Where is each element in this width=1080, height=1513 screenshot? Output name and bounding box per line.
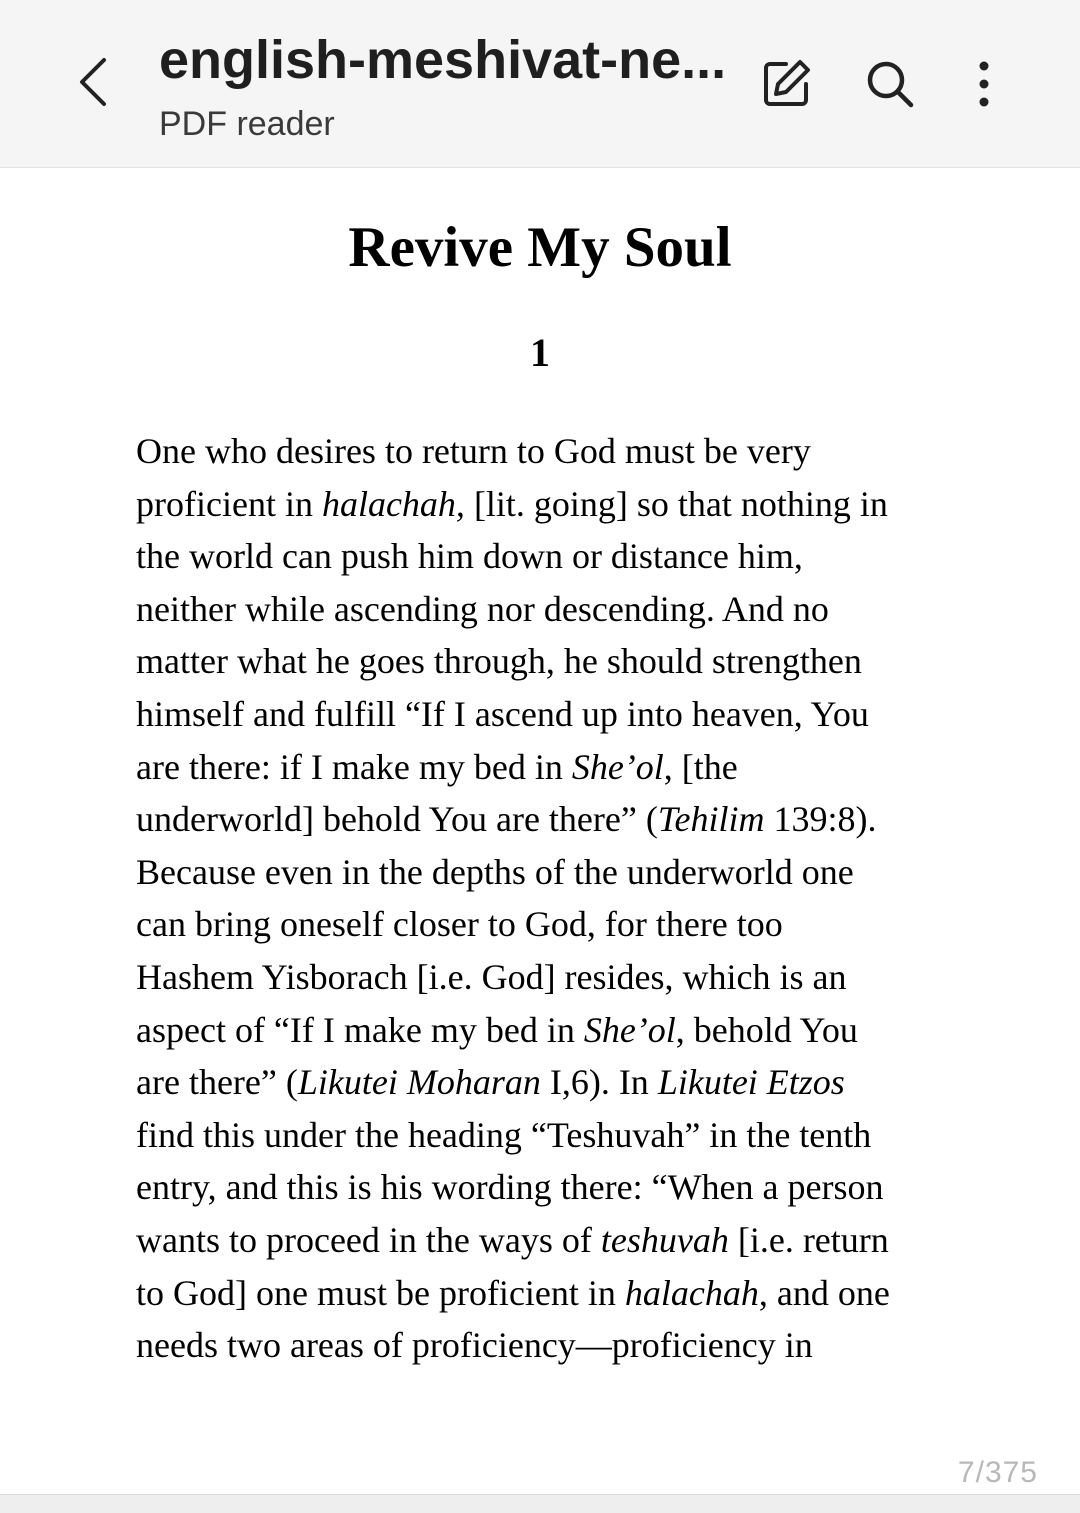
text-segment: [lit. going] so that nothing in <box>464 483 888 524</box>
text-line <box>136 425 956 478</box>
text-line <box>136 846 956 899</box>
text-segment: Hashem Yisborach [i.e. God] resides, which is an <box>136 956 847 997</box>
more-options-button[interactable] <box>952 52 1016 116</box>
text-segment: , behold You <box>675 1009 858 1050</box>
text-line <box>136 583 956 636</box>
text-segment: himself and fulfill “If I ascend up into heaven, You <box>136 693 869 734</box>
italic-text: Tehilim <box>657 799 765 840</box>
italic-text: Likutei Etzos <box>657 1062 845 1103</box>
text-segment: to God] one must be proficient in <box>136 1272 625 1313</box>
body-paragraph <box>136 425 956 1372</box>
page-heading: Revive My Soul <box>348 216 732 279</box>
text-line <box>136 741 956 794</box>
italic-text: halachah, <box>321 483 465 524</box>
pdf-page[interactable] <box>0 168 1080 1494</box>
text-segment: find this under the heading “Teshuvah” in the tenth <box>136 1114 872 1155</box>
text-line <box>136 635 956 688</box>
text-segment: are there” ( <box>136 1062 298 1103</box>
text-segment: proficient in <box>136 483 322 524</box>
italic-text: halachah <box>624 1272 759 1313</box>
italic-text: She’ol <box>583 1009 676 1050</box>
search-button[interactable] <box>858 52 922 116</box>
text-line <box>136 688 956 741</box>
section-number: 1 <box>530 330 550 375</box>
italic-text: She’ol <box>571 746 664 787</box>
italic-text: Likutei Moharan <box>297 1062 541 1103</box>
text-segment: , [the <box>663 746 738 787</box>
edit-button[interactable] <box>754 52 818 116</box>
text-segment: One who desires to return to God must be very <box>136 431 811 471</box>
text-segment: underworld] behold You are there” ( <box>136 799 658 840</box>
text-line <box>136 1214 956 1267</box>
chevron-left-icon <box>74 52 114 112</box>
text-line <box>136 793 956 846</box>
app-bar <box>0 0 1080 168</box>
text-line <box>136 1161 956 1214</box>
text-segment: matter what he goes through, he should strengthen <box>136 641 862 682</box>
text-segment: the world can push him down or distance him, <box>136 536 803 577</box>
text-line <box>136 1319 956 1372</box>
text-segment: needs two areas of proficiency—proficiency in <box>136 1325 813 1366</box>
text-line <box>136 1004 956 1057</box>
text-segment: I,6). In <box>540 1062 658 1103</box>
page-counter: 7/375 <box>957 1456 1038 1489</box>
more-vertical-icon <box>974 58 994 110</box>
text-segment: Because even in the depths of the underworld one <box>136 851 854 892</box>
text-segment: 139:8). <box>764 799 877 840</box>
app-subtitle: PDF reader <box>159 105 335 143</box>
text-segment: are there: if I make my bed in <box>136 746 572 787</box>
text-segment: can bring oneself closer to God, for there too <box>136 904 783 945</box>
text-line <box>136 1267 956 1320</box>
text-line <box>136 530 956 583</box>
text-segment: [i.e. return <box>728 1219 889 1260</box>
text-segment: entry, and this is his wording there: “When a person <box>136 1167 884 1208</box>
edit-icon <box>760 58 812 110</box>
text-segment: , and one <box>758 1272 890 1313</box>
text-segment: aspect of “If I make my bed in <box>136 1009 584 1050</box>
text-segment: wants to proceed in the ways of <box>136 1219 601 1260</box>
back-button[interactable] <box>62 50 126 114</box>
search-icon <box>864 58 916 110</box>
text-segment: neither while ascending nor descending. And no <box>136 588 829 629</box>
document-title: english-meshivat-ne... <box>159 30 727 90</box>
text-line <box>136 478 956 531</box>
text-line <box>136 898 956 951</box>
italic-text: teshuvah <box>600 1219 729 1260</box>
text-line <box>136 951 956 1004</box>
text-line <box>136 1056 956 1109</box>
bottom-bar <box>0 1494 1080 1513</box>
text-line <box>136 1109 956 1162</box>
